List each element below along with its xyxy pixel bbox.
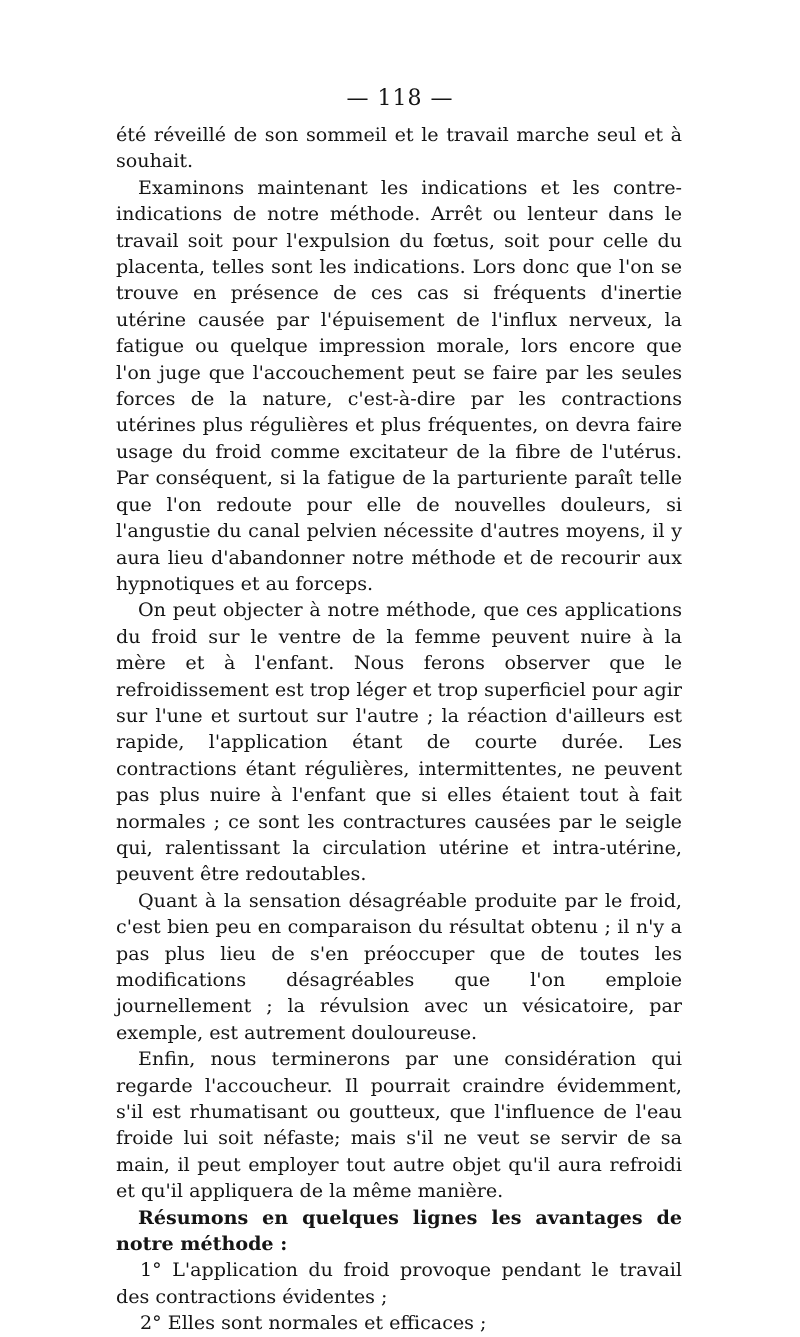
paragraph-continuation: été réveillé de son sommeil et le travail marche seul et à souhait.	[116, 123, 682, 173]
paragraph-objections: On peut objecter à notre méthode, que ces applications du froid sur le ventre de la femme peuvent nuire à la mère et à l'enfant. Nous ferons observer que le refroidissement est trop léger et trop superficiel pour agir sur l'une et surtout sur l'autre ; la réaction d'ailleurs est rapide, l'application étant de courte durée. Les contractions étant régulières, intermittentes, ne peuvent pas plus nuire à l'enfant que si elles étaient tout à fait normales ; ce sont les contractures causées par le seigle qui, ralentissant la circulation utérine et intra-utérine, peuvent être redoutables.	[116, 598, 682, 886]
paragraph-accoucheur: Enfin, nous terminerons par une considération qui regarde l'accoucheur. Il pourrait craindre évidemment, s'il est rhumatisant ou goutteux, que l'influence de l'eau froide lui soit néfaste; mais s'il ne veut se servir de sa main, il peut employer tout autre objet qu'il aura refroidi et qu'il appliquera de la même manière.	[116, 1047, 682, 1203]
summary-item-1: 1° L'application du froid provoque pendant le travail des contractions évidentes ;	[116, 1258, 682, 1308]
paragraph-sensation: Quant à la sensation désagréable produite par le froid, c'est bien peu en comparaison du résultat obtenu ; il n'y a pas plus lieu de s'en préoccuper que de toutes les modifications désagréables que l'on emploie journellement ; la révulsion avec un vésicatoire, par exemple, est autrement douloureuse.	[116, 888, 682, 1044]
body-text	[116, 122, 682, 1337]
summary-heading: Résumons en quelques lignes les avantages de notre méthode :	[116, 1205, 682, 1256]
page-number: — 118 —	[346, 86, 454, 111]
summary-item-2: 2° Elles sont normales et efficaces ;	[140, 1311, 487, 1335]
paragraph-indications: Examinons maintenant les indications et les contre-indications de notre méthode. Arrêt ou lenteur dans le travail soit pour l'expulsion du fœtus, soit pour celle du placenta, telles sont les indications. Lors donc que l'on se trouve en présence de ces cas si fréquents d'inertie utérine causée par l'épuisement de l'influx nerveux, la fatigue ou quelque impression morale, lors encore que l'on juge que l'accouchement peut se faire par les seules forces de la nature, c'est-à-dire par les contractions utérines plus régulières et plus fréquentes, on devra faire usage du froid comme excitateur de la fibre de l'utérus. Par conséquent, si la fatigue de la parturiente paraît telle que l'on redoute pour elle de nouvelles douleurs, si l'angustie du canal pelvien nécessite d'autres moyens, il y aura lieu d'abandonner notre méthode et de recourir aux hypnotiques et au forceps.	[116, 175, 682, 595]
